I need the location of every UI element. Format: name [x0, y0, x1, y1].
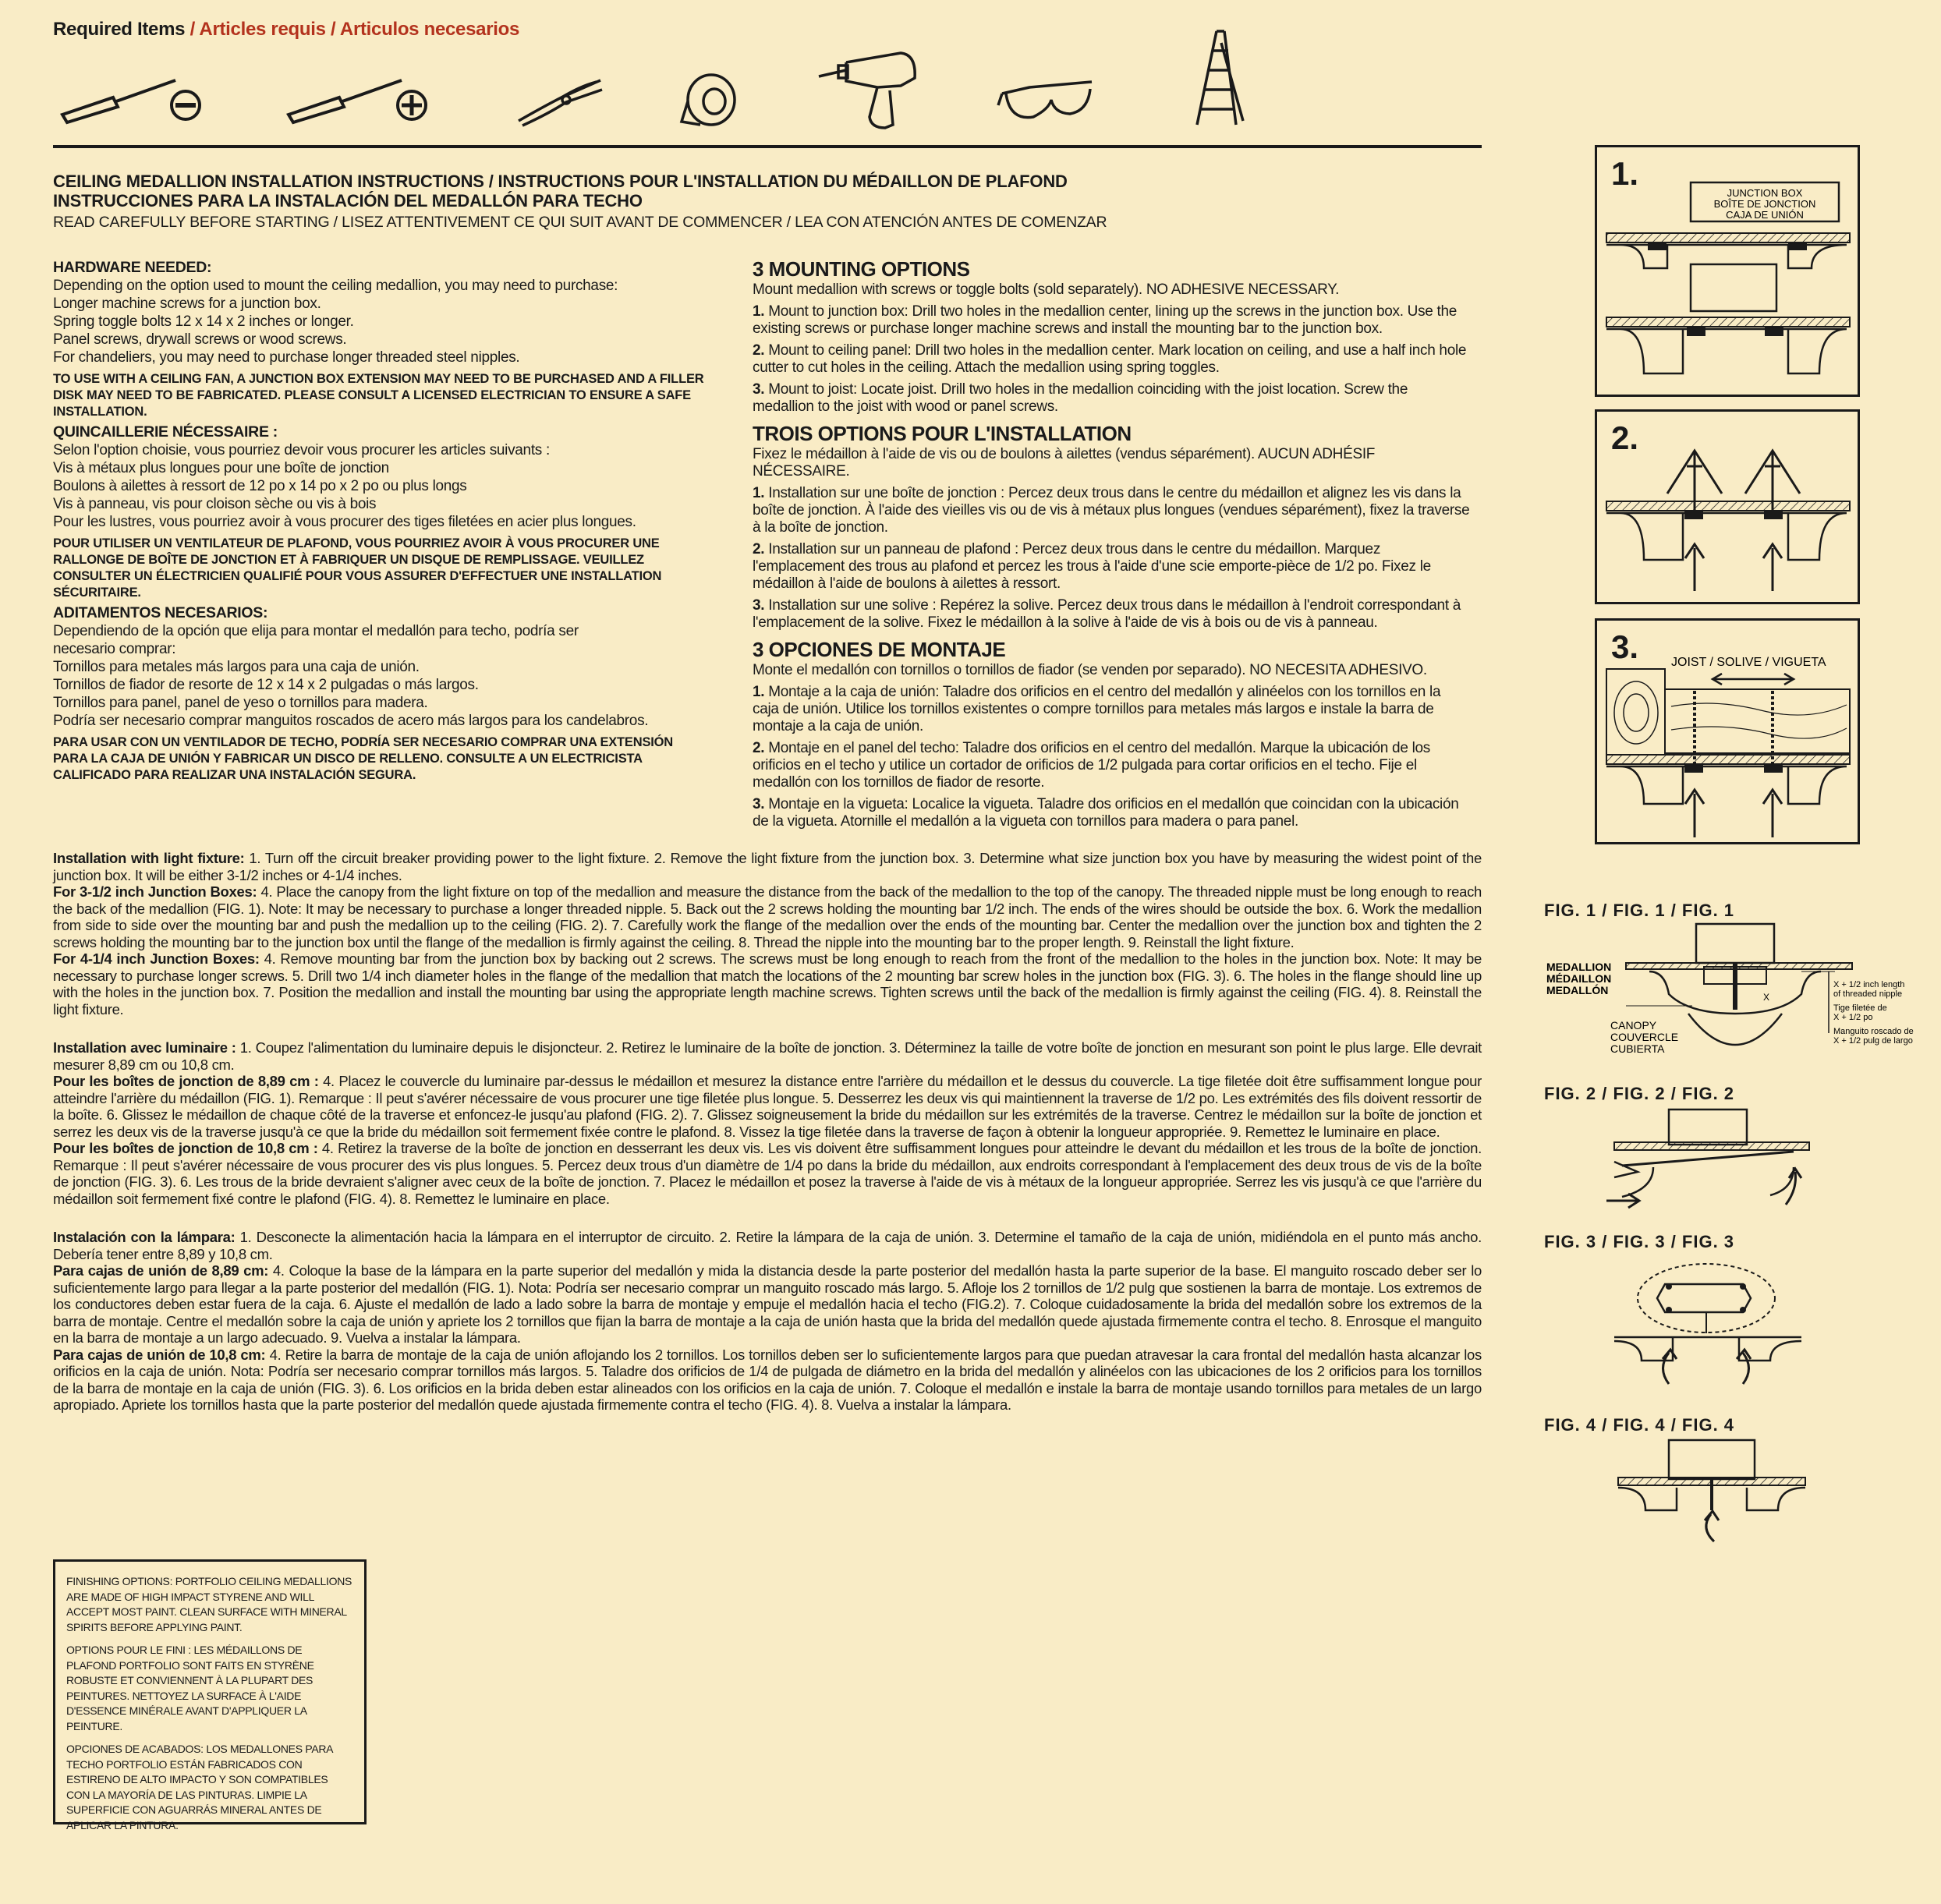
mounting-item: 1. Mount to junction box: Drill two holes in the medallion center, lining up the screws in the junction box. Use the existing screws or purchase longer machine screws and install the mounting bar to the junction box. — [753, 303, 1458, 337]
hardware-heading-fr: QUINCAILLERIE NÉCESSAIRE : — [53, 423, 278, 441]
hardware-line: Pour les lustres, vous pourriez avoir à vous procurer des tiges filetées en acier plus longues. — [53, 514, 636, 530]
fig-1-diagram — [1540, 920, 1914, 1068]
hardware-caution-fr: POUR UTILISER UN VENTILATEUR DE PLAFOND, VOUS POURRIEZ AVOIR À VOUS PROCURER UNE RALLONGE DE BOÎTE DE JONCTION ET À FABRIQUER UN DISQUE DE REMPLISSAGE. VEUILLEZ CONSULTER UN ÉLECTRICIEN QUALIFIÉ POUR VOUS ASSURER D'EFFECTUER UNE INSTALLATION SÉCURITAIRE. — [53, 536, 662, 600]
hardware-line: Boulons à ailettes à ressort de 12 po x 14 po x 2 po ou plus longs — [53, 478, 467, 494]
svg-text:Manguito roscado de: Manguito roscado de — [1833, 1027, 1914, 1036]
fig-3-diagram — [1606, 1251, 1809, 1392]
mounting-item: 1. Montaje a la caja de unión: Taladre dos orificios en el centro del medallón y alinéelos con los tornillos en la caja de unión. Utilice los tornillos existentes o compre tornillos para metales más largos e instale la barra de montaje a la caja de unión. — [753, 684, 1441, 734]
mounting-heading-fr: TROIS OPTIONS POUR L'INSTALLATION — [753, 422, 1132, 445]
finishing-options-box — [53, 1559, 367, 1831]
hardware-line: For chandeliers, you may need to purchase longer threaded steel nipples. — [53, 349, 520, 366]
svg-text:CAJA DE UNIÓN: CAJA DE UNIÓN — [1726, 209, 1804, 221]
hardware-line: Tornillos para panel, panel de yeso o tornillos para madera. — [53, 695, 428, 711]
safety-glasses-icon — [998, 78, 1100, 129]
hardware-line: Tornillos para metales más largos para una caja de unión. — [53, 659, 420, 675]
light-fixture-instructions — [53, 850, 1482, 1435]
mounting-intro-fr: Fixez le médaillon à l'aide de vis ou de boulons à ailettes (vendus séparément). AUCUN ADHÉSIF NÉCESSAIRE. — [753, 446, 1376, 480]
hardware-heading-en: HARDWARE NEEDED: — [53, 259, 212, 276]
mounting-panel-3: 3. JOIST / SOLIVE / VIGUETA — [1595, 618, 1860, 844]
tape-icon — [678, 70, 741, 129]
read-carefully-note: READ CAREFULLY BEFORE STARTING / LISEZ ATTENTIVEMENT CE QUI SUIT AVANT DE COMMENCER / LEA CON ATENCIÓN ANTES DE COMENZAR — [53, 214, 1107, 231]
pliers-icon — [515, 74, 608, 129]
hardware-line: Vis à panneau, vis pour cloison sèche ou vis à bois — [53, 496, 377, 512]
fig-4-diagram — [1614, 1436, 1809, 1545]
light-fixture-es: Instalación con la lámpara: 1. Desconecte la alimentación hacia la lámpara en el interruptor de circuito. 2. Retire la lámpara de la caja de unión. 3. Determine el tamaño de la caja de unión, midiéndola en el punto más ancho. Debería tener entre 8,89 y 10,8 cm. Para cajas de unión de 8,89 cm: 4. Coloque la base de la lámpara en la parte superior del medallón y mida la distancia desde la parte posterior del medallón hasta la parte superior de la base. El manguito roscado deber ser lo suficientemente largo para llegar a la parte posterior del medallón (FIG. 1). Nota: Podría ser necesario comprar un manguito roscado más largo. 5. Afloje los 2 tornillos de 1/2 pulg que sostienen la barra de montaje. Los extremos de los conductores deben estar fuera de la caja. 6. Ajuste el medallón de lado a lado sobre la barra de montaje y empuje el medallón hacia el techo (FIG.2). 7. Coloque cuidadosamente la brida del medallón sobre los extremos de la barra de montaje. Centre el medallón sobre la caja de unión y apriete los 2 tornillos que fijan la barra de montaje a la caja de unión hasta que la brida del medallón quede ajustada firmemente contra el techo. 8. Enrosque el manguito en la barra de montaje a un largo adecuado. 9. Vuelva a instalar la lámpara. Para cajas de unión de 10,8 cm: 4. Retire la barra de montaje de la caja de unión aflojando los 2 tornillos. Los tornillos deben ser lo suficientemente largos para que puedan atravesar la cara frontal del medallón hasta alcanzar los orificios en la caja de unión. Nota: Podría ser necesario comprar tornillos más largos. 5. Taladre dos orificios de 1/4 de pulgada de diámetro en la brida del medallón y alinéelos con las ubicaciones de los 2 orificios para los tornillos de la barra de montaje en la caja de unión (FIG. 3). 6. Los orificios en la brida deben estar alineados con los orificios en la caja de unión. 7. Coloque el medallón e instale la barra de montaje usando tornillos para metales de un largo apropiado. Apriete los tornillos hasta que la parte posterior del medallón quede ajustada firmemente contra el techo (FIG. 4). 8. Vuelva a instalar la lámpara. — [53, 1229, 1482, 1413]
svg-text:CANOPY: CANOPY — [1610, 1019, 1657, 1032]
svg-text:COUVERCLE: COUVERCLE — [1610, 1031, 1679, 1043]
light-fixture-en: Installation with light fixture: 1. Turn off the circuit breaker providing power to the light fixture. 2. Remove the light fixture from the junction box. 3. Determine what size junction box you have by measuring the widest point of the junction box. It will be either 3-1/2 inches or 4-1/4 inches. For 3-1/2 inch Junction Boxes: 4. Place the canopy from the light fixture on top of the medallion and measure the distance from the back of the medallion to the top of the canopy. The threaded nipple must be long enough to reach the back of the medallion (FIG. 1). Note: It may be necessary to purchase a longer threaded nipple. 5. Back out the 2 screws holding the mounting bar 1/2 inch. The ends of the wires should be outside the box. 6. Work the medallion from side to side over the mounting bar and push the medallion up to the ceiling (FIG. 2). 7. Carefully work the flange of the medallion over the ends of the mounting bar. Center the medallion over the junction box and tighten the 2 screws holding the mounting bar to the junction box until the flange of the medallion is firmly against the ceiling. 8. Thread the nipple into the mounting bar to the proper length. 9. Reinstall the light fixture. For 4-1/4 inch Junction Boxes: 4. Remove mounting bar from the junction box by backing out 2 screws. The screws must be long enough to reach from the front of the medallion to the holes in the junction box. Note: It may be necessary to purchase longer screws. 5. Drill two 1/4 inch diameter holes in the flange of the medallion that match the locations of the 2 mounting bar screw holes in the junction box (FIG. 3). 6. The holes in the flange should line up with the holes in the junction box. 7. Position the medallion and install the mounting bar using the appropriate length machine screws. Tighten screws until the back of the medallion is firmly against the ceiling (FIG. 4). 8. Reinstall the light fixture. — [53, 850, 1482, 1017]
mounting-panel-2: 2. — [1595, 409, 1860, 604]
mounting-item: 3. Installation sur une solive : Repérez la solive. Percez deux trous dans le médaillon à l'endroit correspondant à l'emplacement de la solive. Fixez le médaillon à la solive à l'aide de vis à bois ou de vis à panneau. — [753, 597, 1461, 631]
finishing-fr: OPTIONS POUR LE FINI : LES MÉDAILLONS DE PLAFOND PORTFOLIO SONT FAITS EN STYRÈNE ROBUSTE ET CONVIENNENT À LA PLUPART DES PEINTURES. NETTOYEZ LA SURFACE À L'AIDE D'ESSENCE MINÉRALE AVANT D'APPLIQUER LA PEINTURE. — [66, 1644, 314, 1732]
hardware-line: Podría ser necesario comprar manguitos roscados de acero más largos para los candelabros. — [53, 713, 649, 729]
fig-1-label: FIG. 1 / FIG. 1 / FIG. 1 — [1544, 901, 1735, 920]
svg-text:X: X — [1763, 992, 1770, 1003]
mounting-heading-en: 3 MOUNTING OPTIONS — [753, 257, 970, 281]
fig-3-label: FIG. 3 / FIG. 3 / FIG. 3 — [1544, 1232, 1735, 1251]
hardware-line: Tornillos de fiador de resorte de 12 x 14 x 2 pulgadas o más largos. — [53, 677, 479, 693]
mounting-heading-es: 3 OPCIONES DE MONTAJE — [753, 638, 1006, 661]
flathead-screwdriver-icon — [58, 66, 207, 129]
hardware-line: Dependiendo de la opción que elija para montar el medallón para techo, podría ser necesario comprar: — [53, 623, 579, 657]
svg-text:MEDALLION: MEDALLION — [1546, 961, 1612, 973]
hardware-line: Longer machine screws for a junction box. — [53, 296, 321, 312]
toggle-bolt-diagram — [1597, 412, 1858, 602]
mounting-item: 3. Montaje en la vigueta: Localice la vigueta. Taladre dos orificios en el medallón que coincidan con la ubicación de la vigueta. Atornille el medallón a la vigueta con tornillos para madera o para panel. — [753, 796, 1459, 830]
hardware-caution-en: TO USE WITH A CEILING FAN, A JUNCTION BOX EXTENSION MAY NEED TO BE PURCHASED AND A FILLER DISK MAY NEED TO BE FABRICATED. PLEASE CONSULT A LICENSED ELECTRICIAN TO ENSURE A SAFE INSTALLATION. — [53, 372, 704, 419]
required-items-heading: Required Items / Articles requis / Articulos necesarios — [53, 19, 520, 40]
svg-text:X + 1/2 inch length: X + 1/2 inch length — [1833, 980, 1905, 989]
hardware-line: Panel screws, drywall screws or wood screws. — [53, 331, 347, 348]
mounting-intro-es: Monte el medallón con tornillos o tornillos de fiador (se venden por separado). NO NECESITA ADHESIVO. — [753, 662, 1427, 678]
mounting-item: 2. Montaje en el panel del techo: Taladre dos orificios en el centro del medallón. Marque la ubicación de los orificios en el techo y utilice un cortador de orificios de 1/2 pulgada para cortar orificios en el techo. Fije el medallón con los tornillos de fiador de resorte. — [753, 740, 1430, 791]
hardware-heading-es: ADITAMENTOS NECESARIOS: — [53, 604, 268, 621]
mounting-panel-1: 1. JUNCTION BOX BOÎTE DE JONCTION CAJA DE UNIÓN — [1595, 145, 1860, 397]
ladder-icon — [1193, 27, 1248, 129]
finishing-es: OPCIONES DE ACABADOS: LOS MEDALLONES PARA TECHO PORTFOLIO ESTÁN FABRICADOS CON ESTIRENO DE ALTO IMPACTO Y SON COMPATIBLES CON LA MAYORÍA DE LAS PINTURAS. LIMPIE LA SUPERFICIE CON AGUARRÁS MINERAL ANTES DE APLICAR LA PINTURA. — [66, 1743, 333, 1831]
mounting-item: 2. Installation sur un panneau de plafond : Percez deux trous dans le centre du médaillon. Marquez l'emplacement des trous au plafond et percez les trous à l'aide d'une scie emporte-pièce de 1/2 po. Fixez le médaillon à l'aide de boulons à ailettes à ressort. — [753, 541, 1431, 592]
hardware-line: Vis à métaux plus longues pour une boîte de jonction — [53, 460, 389, 476]
mounting-intro-en: Mount medallion with screws or toggle bolts (sold separately). NO ADHESIVE NECESSARY. — [753, 281, 1340, 298]
joist-diagram — [1597, 621, 1858, 842]
fig-4-label: FIG. 4 / FIG. 4 / FIG. 4 — [1544, 1415, 1735, 1435]
hardware-caution-es: PARA USAR CON UN VENTILADOR DE TECHO, PODRÍA SER NECESARIO COMPRAR UNA EXTENSIÓN PARA LA CAJA DE UNIÓN Y FABRICAR UN DISCO DE RELLENO. CONSULTE A UN ELECTRICISTA CALIFICADO PARA REALIZAR UNA INSTALACIÓN SEGURA. — [53, 735, 673, 782]
svg-text:BOÎTE DE JONCTION: BOÎTE DE JONCTION — [1713, 198, 1816, 210]
svg-text:JOIST / SOLIVE / VIGUETA: JOIST / SOLIVE / VIGUETA — [1671, 656, 1826, 669]
hardware-needed-section — [53, 259, 708, 787]
fig-2-label: FIG. 2 / FIG. 2 / FIG. 2 — [1544, 1084, 1735, 1103]
svg-text:JUNCTION BOX: JUNCTION BOX — [1727, 187, 1803, 199]
finishing-en: FINISHING OPTIONS: PORTFOLIO CEILING MEDALLIONS ARE MADE OF HIGH IMPACT STYRENE AND WILL ACCEPT MOST PAINT. CLEAN SURFACE WITH MINERAL SPIRITS BEFORE APPLYING PAINT. — [66, 1575, 352, 1633]
page-title: CEILING MEDALLION INSTALLATION INSTRUCTIONS / INSTRUCTIONS POUR L'INSTALLATION DU MÉDAILLON DE PLAFOND INSTRUCCIONES PARA LA INSTALACIÓN DEL MEDALLÓN PARA TECHO — [53, 172, 1068, 211]
mounting-item: 3. Mount to joist: Locate joist. Drill two holes in the medallion coinciding with the joist location. Screw the medallion to the joist with wood or panel screws. — [753, 381, 1408, 415]
svg-text:MÉDAILLON: MÉDAILLON — [1546, 972, 1612, 985]
svg-text:Tige filetée de: Tige filetée de — [1833, 1003, 1887, 1013]
svg-text:MEDALLÓN: MEDALLÓN — [1546, 984, 1609, 996]
hardware-line: Selon l'option choisie, vous pourriez devoir vous procurer les articles suivants : — [53, 442, 550, 458]
drill-icon — [815, 47, 924, 133]
svg-text:X + 1/2 po: X + 1/2 po — [1833, 1013, 1873, 1022]
header-rule — [53, 145, 1482, 148]
hardware-line: Depending on the option used to mount the ceiling medallion, you may need to purchase: — [53, 278, 618, 294]
fig-2-diagram — [1591, 1103, 1817, 1212]
mounting-options-section — [753, 257, 1470, 830]
svg-text:X + 1/2 pulg de largo: X + 1/2 pulg de largo — [1833, 1036, 1913, 1046]
svg-text:of threaded nipple: of threaded nipple — [1833, 989, 1903, 999]
hardware-line: Spring toggle bolts 12 x 14 x 2 inches or longer. — [53, 313, 354, 330]
phillips-screwdriver-icon — [285, 66, 433, 129]
light-fixture-fr: Installation avec luminaire : 1. Coupez l'alimentation du luminaire depuis le disjoncteur. 2. Retirez le luminaire de la boîte de jonction. 3. Déterminez la taille de votre boîte de jonction en mesurant son point le plus large. Elle devrait mesurer 8,89 cm ou 10,8 cm. Pour les boîtes de jonction de 8,89 cm : 4. Placez le couvercle du luminaire par-dessus le médaillon et mesurez la distance entre l'arrière du médaillon et le dessus du couvercle. La tige filetée doit être suffisamment longue pour atteindre l'arrière du médaillon (FIG. 1). Remarque : Il peut s'avérer nécessaire de vous procurer une tige filetée plus longue. 5. Desserrez les deux vis qui maintiennent la traverse de 1/2 po. Les extrémités des fils doivent ressortir de la boîte. 6. Glissez le médaillon de chaque côté de la traverse et enfoncez-le jusqu'au plafond (FIG. 2). 7. Glissez soigneusement la bride du médaillon sur les extrémités de la traverse. Centrez le médaillon sur la boîte de jonction et serrez les deux vis de la traverse jusqu'à ce que la bride du médaillon soit fermement fixée contre le plafond. 8. Vissez la tige filetée dans la traverse de façon à obtenir la longueur appropriée. 9. Remettez le luminaire en place. Pour les boîtes de jonction de 10,8 cm : 4. Retirez la traverse de la boîte de jonction en desserrant les deux vis. Les vis doivent être suffisamment longues pour atteindre le devant du médaillon et les trous de la boîte de jonction. Remarque : Il peut s'avérer nécessaire de vous procurer des vis plus longues. 5. Percez deux trous d'un diamètre de 1/4 po dans la bride du médaillon, aux endroits correspondant à l'emplacement des deux trous de vis de la boîte de jonction (FIG. 3). 6. Les trous de la bride devraient s'aligner avec ceux de la boîte de jonction. 7. Placez le médaillon et posez la traverse à l'aide de vis à métaux de la longueur appropriée. Serrez les vis jusqu'à ce que l'arrière du médaillon soit fermement fixé contre le plafond (FIG. 4). 8. Remettez le luminaire en place. — [53, 1039, 1482, 1207]
junction-box-diagram — [1597, 147, 1858, 395]
svg-text:CUBIERTA: CUBIERTA — [1610, 1042, 1665, 1055]
mounting-item: 1. Installation sur une boîte de jonction : Percez deux trous dans le centre du médaillon et alignez les vis dans la boîte de jonction. À l'aide des vieilles vis ou de vis à métaux plus longues (vendues séparément), fixez la traverse à la boîte de jonction. — [753, 485, 1470, 536]
mounting-item: 2. Mount to ceiling panel: Drill two holes in the medallion center. Mark location on ceiling, and use a half inch hole cutter to cut holes in the ceiling. Attach the medallion using spring toggles. — [753, 342, 1467, 376]
